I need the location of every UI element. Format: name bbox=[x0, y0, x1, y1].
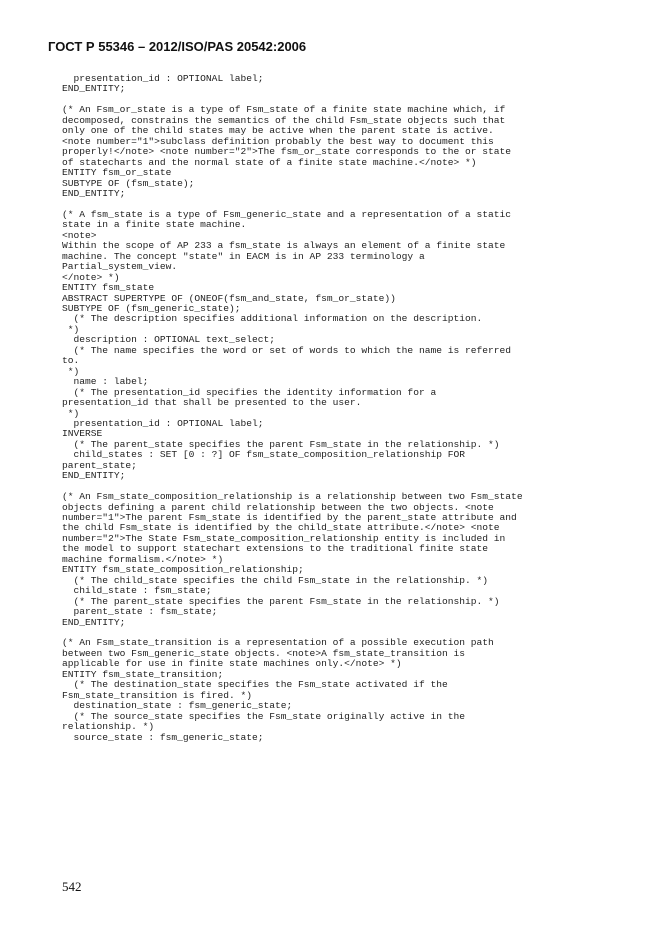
code-line: (* An Fsm_or_state is a type of Fsm_state of a finite state machine which, if bbox=[62, 104, 506, 116]
code-line: child_state : fsm_state; bbox=[62, 585, 212, 597]
code-line: END_ENTITY; bbox=[62, 470, 126, 482]
code-line: INVERSE bbox=[62, 428, 103, 440]
code-line: presentation_id : OPTIONAL label; bbox=[62, 417, 264, 429]
code-line: only one of the child states may be active when the parent state is active. bbox=[62, 125, 494, 137]
code-line: (* The destination_state specifies the Fsm_state activated if the bbox=[62, 679, 448, 691]
page-number: 542 bbox=[62, 879, 82, 894]
code-line: name : label; bbox=[62, 376, 149, 388]
code-line: destination_state : fsm_generic_state; bbox=[62, 700, 293, 712]
code-line: the child Fsm_state is identified by the child_state attribute.</note> <note bbox=[62, 522, 500, 534]
code-line: (* An Fsm_state_composition_relationship is a relationship between two Fsm_state bbox=[62, 491, 523, 503]
code-line: parent_state; bbox=[62, 459, 137, 471]
code-line: parent_state : fsm_state; bbox=[62, 606, 218, 618]
code-line: (* The parent_state specifies the parent Fsm_state in the relationship. *) bbox=[62, 595, 500, 607]
code-line: (* The source_state specifies the Fsm_state originally active in the bbox=[62, 710, 466, 722]
code-line: between two Fsm_generic_state objects. <note>A fsm_state_transition is bbox=[62, 647, 466, 659]
code-line: state in a finite state machine. bbox=[62, 219, 247, 231]
code-line: SUBTYPE OF (fsm_generic_state); bbox=[62, 302, 241, 314]
code-line: (* The child_state specifies the child Fsm_state in the relationship. *) bbox=[62, 574, 489, 586]
code-line: </note> *) bbox=[62, 271, 120, 283]
code-line: *) bbox=[62, 365, 80, 377]
code-line: number="1">The parent Fsm_state is identified by the parent_state attribute and bbox=[62, 512, 517, 524]
code-line: (* The description specifies additional information on the description. bbox=[62, 313, 483, 325]
code-line: ENTITY fsm_state_composition_relationship; bbox=[62, 564, 304, 576]
code-line: machine formalism.</note> *) bbox=[62, 553, 224, 565]
code-line: decomposed, constrains the semantics of the child Fsm_state objects such that bbox=[62, 114, 506, 126]
code-line: relationship. *) bbox=[62, 721, 155, 733]
express-code-listing bbox=[62, 74, 622, 743]
code-line: to. bbox=[62, 355, 80, 367]
code-line: *) bbox=[62, 407, 80, 419]
code-line: presentation_id : OPTIONAL label; bbox=[62, 73, 264, 84]
code-line: ENTITY fsm_state bbox=[62, 282, 155, 294]
code-line: number="2">The State Fsm_state_composition_relationship entity is included in bbox=[62, 532, 506, 544]
code-line: applicable for use in finite state machines only.</note> *) bbox=[62, 658, 402, 670]
code-line: (* A fsm_state is a type of Fsm_generic_state and a representation of a static bbox=[62, 208, 512, 220]
code-line: Within the scope of AP 233 a fsm_state is always an element of a finite state bbox=[62, 240, 506, 252]
code-line: description : OPTIONAL text_select; bbox=[62, 334, 276, 346]
code-line: (* The parent_state specifies the parent Fsm_state in the relationship. *) bbox=[62, 438, 500, 450]
code-line: <note> bbox=[62, 229, 97, 241]
code-line: source_state : fsm_generic_state; bbox=[62, 731, 264, 743]
page-header: ГОСТ Р 55346 – 2012/ISO/PAS 20542:2006 bbox=[48, 39, 307, 54]
code-line: the model to support statechart extensions to the traditional finite state bbox=[62, 543, 489, 555]
code-line: objects defining a parent child relationship between the two objects. <note bbox=[62, 501, 494, 513]
code-line: Fsm_state_transition is fired. *) bbox=[62, 689, 252, 701]
code-line: properly!</note> <note number="2">The fsm_or_state corresponds to the or state bbox=[62, 146, 512, 158]
code-line: of statecharts and the normal state of a finite state machine.</note> *) bbox=[62, 156, 477, 168]
code-line: (* The presentation_id specifies the identity information for a bbox=[62, 386, 437, 398]
code-line: machine. The concept "state" in EACM is in AP 233 terminology a bbox=[62, 250, 425, 262]
code-line: child_states : SET [0 : ?] OF fsm_state_composition_relationship FOR bbox=[62, 449, 466, 461]
code-line: ENTITY fsm_state_transition; bbox=[62, 668, 224, 680]
code-line: END_ENTITY; bbox=[62, 187, 126, 199]
code-line: Partial_system_view. bbox=[62, 261, 178, 273]
code-line: ABSTRACT SUPERTYPE OF (ONEOF(fsm_and_state, fsm_or_state)) bbox=[62, 292, 396, 304]
code-line: END_ENTITY; bbox=[62, 83, 126, 95]
code-line: (* The name specifies the word or set of words to which the name is referred bbox=[62, 344, 512, 356]
code-line: END_ENTITY; bbox=[62, 616, 126, 628]
code-line: <note number="1">subclass definition probably the best way to document this bbox=[62, 135, 494, 147]
code-line: *) bbox=[62, 323, 80, 335]
code-line: (* An Fsm_state_transition is a representation of a possible execution path bbox=[62, 637, 494, 649]
code-line: SUBTYPE OF (fsm_state); bbox=[62, 177, 195, 189]
code-line: ENTITY fsm_or_state bbox=[62, 167, 172, 179]
code-line: presentation_id that shall be presented to the user. bbox=[62, 397, 362, 409]
